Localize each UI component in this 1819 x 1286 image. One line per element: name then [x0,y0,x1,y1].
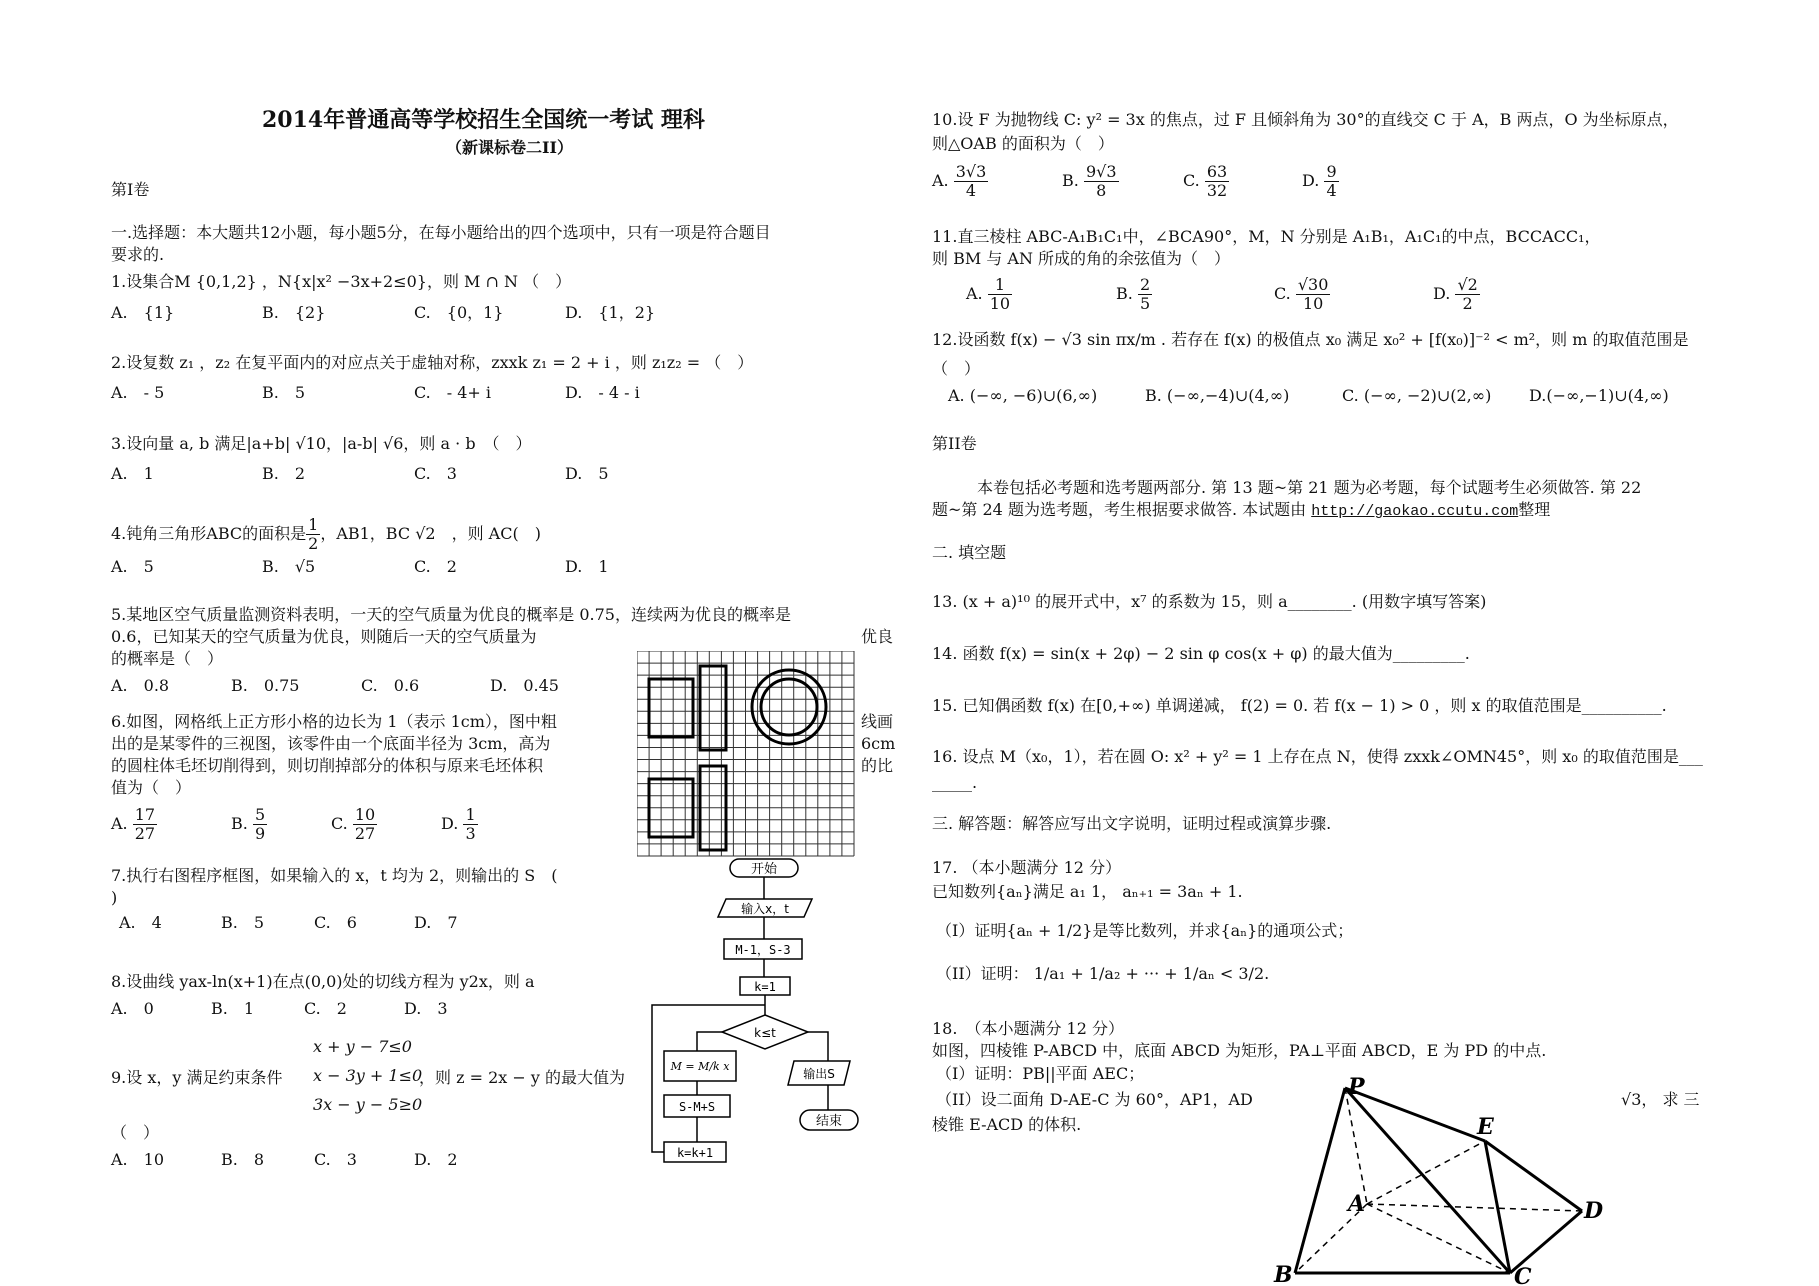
q18-part1: （I）证明：PB||平面 AEC； [936,1064,1145,1083]
q3-option-d: D. 5 [565,464,609,483]
q10-b-den: 8 [1096,181,1107,200]
q11-option-b-label: B. [1116,284,1133,303]
q3-option-c: C. 3 [414,464,457,483]
q1-option-b: B. {2} [262,303,326,322]
q11-d-num: √2 [1457,275,1478,294]
q16-line1: 16. 设点 M（x₀，1），若在圆 O: x² + y² = 1 上存在点 N，使得 zxxk∠OMN45°，则 x₀ 的取值范围是___ [932,747,1703,766]
q17-head: 17. （本小题满分 12 分） [932,858,1122,877]
q18-line-last: 棱锥 E-ACD 的体积. [932,1115,1082,1134]
q6-option-c-frac [353,806,377,843]
q9-paren: （ ） [111,1123,160,1142]
q14-stem: 14. 函数 f(x) = sin(x + 2φ) − 2 sin φ cos(x + φ) 的最大值为_________. [932,644,1470,663]
q8-option-a: A. 0 [111,999,154,1018]
q10-a-den: 4 [965,181,977,200]
q3-stem: 3.设向量 a, b 满足|a+b| √10，|a-b| √6，则 a · b （ ） [111,434,532,453]
q6-line4: 值为（ ） [111,778,192,797]
q11-c-den: 10 [1302,294,1324,313]
three-view-grid-figure [637,651,855,857]
q9-option-c: C. 3 [314,1150,357,1169]
q6-b-num: 5 [254,805,266,824]
q6-option-b-frac [253,806,267,843]
q11-option-b-frac [1138,276,1152,313]
q4-option-d: D. 1 [565,557,609,576]
q3-option-a: A. 1 [111,464,154,483]
q12-option-a: A. (−∞, −6)∪(6,∞) [948,386,1098,405]
part2-intro-tail: 整理 [1518,500,1551,519]
q12-option-b: B. (−∞,−4)∪(4,∞) [1145,386,1290,405]
q17-part2: （II）证明： 1/a₁ + 1/a₂ + ··· + 1/aₙ < 3/2. [936,964,1270,983]
q10-line1: 10.设 F 为抛物线 C: y² = 3x 的焦点，过 F 且倾斜角为 30°的直线交 C 于 A，B 两点，O 为坐标原点， [932,110,1679,129]
q1-option-c: C. {0，1} [414,303,504,322]
part1-heading: 第I卷 [111,180,150,199]
q12-option-c: C. (−∞, −2)∪(2,∞) [1342,386,1492,405]
q5-line1: 5.某地区空气质量监测资料表明，一天的空气质量为优良的概率是 0.75，连续两为优良的概率是 [111,605,791,624]
q15-stem: 15. 已知偶函数 f(x) 在[0,+∞) 单调递减， f(2) = 0. 若 f(x − 1) > 0 ，则 x 的取值范围是__________. [932,696,1667,715]
q11-option-d [1433,276,1480,313]
q5-line2: 0.6，已知某天的空气质量为优良，则随后一天的空气质量为 [111,627,537,646]
pyramid-figure [1270,1076,1610,1286]
q7-line1: 7.执行右图程序框图，如果输入的 x，t 均为 2，则输出的 S ( [111,866,558,885]
pyramid-label-a: A [1348,1191,1366,1217]
q11-b-den: 5 [1139,294,1151,313]
q10-option-c [1183,163,1229,200]
q6-c-num: 10 [354,805,376,824]
q6-option-d [441,806,478,843]
q7-option-b: B. 5 [221,913,265,932]
q6-a-num: 17 [134,805,156,824]
q9-option-b: B. 8 [221,1150,265,1169]
q6-option-c-label: C. [331,814,348,833]
q11-option-a-frac [988,276,1012,313]
q8-stem: 8.设曲线 yax-ln(x+1)在点(0,0)处的切线方程为 y2x，则 a [111,972,535,991]
q9-option-d: D. 2 [414,1150,458,1169]
q9-constraint-3: 3x − y − 5≥0 [313,1095,423,1114]
q16-line2: _____. [932,773,978,792]
q2-option-a: A. - 5 [111,383,165,402]
part2-intro-line1: 本卷包括必考题和选考题两部分. 第 13 题~第 21 题为必考题，每个试题考生必须做答. 第 22 [977,478,1642,497]
q6-b-den: 9 [254,824,266,843]
q11-d-den: 2 [1462,294,1473,313]
q11-option-d-frac [1455,276,1479,313]
q10-option-b-frac [1084,163,1119,200]
part2-heading: 第II卷 [932,434,977,453]
q10-d-den: 4 [1326,181,1337,200]
q10-b-num: 9√3 [1085,162,1117,181]
q1-option-a: A. {1} [111,303,175,322]
q6-line3-end: 的比 [861,756,894,775]
q6-option-b-label: B. [231,814,248,833]
q18-part2-end: √3， 求 三 [1621,1090,1700,1109]
q4-stem [111,516,541,553]
q10-c-den: 32 [1206,181,1228,200]
q4-fraction [306,516,320,553]
pyramid-label-c: C [1514,1264,1532,1286]
q2-option-c: C. - 4+ i [414,383,492,402]
q4-fraction-num: 1 [308,515,319,534]
flow-start: 开始 [750,862,778,877]
q9-stem-b: ，则 z = 2x − y 的最大值为 [419,1068,626,1087]
q4-stem-a: 4.钝角三角形ABC的面积是 [111,524,307,543]
q6-option-d-label: D. [441,814,459,833]
q6-line1: 6.如图，网格纸上正方形小格的边长为 1（表示 1cm），图中粗 [111,712,557,731]
flow-condition: k≤t [754,1026,776,1040]
q11-line1: 11.直三棱柱 ABC-A₁B₁C₁中，∠BCA90°，M，N 分别是 A₁B₁，A₁C₁的中点，BCCACC₁， [932,227,1601,246]
q18-line1: 如图，四棱锥 P-ABCD 中，底面 ABCD 为矩形，PA⊥平面 ABCD，E 为 PD 的中点. [932,1041,1547,1060]
flow-k-init: k=1 [754,980,776,994]
q5-option-c: C. 0.6 [361,676,420,695]
q1-option-d: D. {1，2} [565,303,656,322]
pyramid-label-p: P [1348,1076,1365,1100]
page-subtitle: （新课标卷二II） [446,138,573,157]
q9-stem: 9.设 x，y 满足约束条件 [111,1068,283,1087]
q11-line2: 则 BM 与 AN 所成的角的余弦值为（ ） [932,249,1231,268]
q11-option-c-label: C. [1274,284,1291,303]
q7-option-c: C. 6 [314,913,357,932]
q12-line1: 12.设函数 f(x) − √3 sin πx/m . 若存在 f(x) 的极值点 x₀ 满足 x₀² + [f(x₀)]⁻² < m²，则 m 的取值范围是 [932,330,1689,349]
q10-option-c-label: C. [1183,171,1200,190]
q6-a-den: 27 [134,824,156,843]
q1-stem: 1.设集合M {0,1,2} ，N{x|x² −3x+2≤0}，则 M ∩ N （ ） [111,272,572,291]
q11-option-c [1274,276,1330,313]
section1-intro-line1: 一.选择题：本大题共12小题，每小题5分，在每小题给出的四个选项中，只有一项是符合题目 [111,223,771,242]
flow-end: 结束 [815,1114,843,1129]
q3-option-b: B. 2 [262,464,306,483]
q10-option-d-frac [1324,163,1338,200]
q6-line2-end: 6cm [861,734,896,753]
q11-b-num: 2 [1139,275,1151,294]
q4-stem-b: ，AB1，BC √2 ，则 AC( ) [320,524,541,543]
q10-option-a [932,163,988,200]
q6-option-a-label: A. [111,814,128,833]
q7-line2: ) [111,888,118,907]
q10-option-c-frac [1205,163,1229,200]
pyramid-label-d: D [1584,1198,1604,1224]
q6-line3: 的圆柱体毛坯切削得到，则切削掉部分的体积与原来毛坯体积 [111,756,544,775]
q13-stem: 13. (x + a)¹⁰ 的展开式中，x⁷ 的系数为 15，则 a________. (用数字填写答案) [932,592,1487,611]
q6-option-d-frac [463,806,477,843]
q5-line3: 的概率是（ ） [111,649,224,668]
section1-intro-line2: 要求的. [111,245,165,264]
q10-option-d [1302,163,1339,200]
pyramid-label-e: E [1477,1114,1494,1140]
q11-option-d-label: D. [1433,284,1451,303]
pyramid-label-b: B [1274,1262,1293,1286]
q10-option-d-label: D. [1302,171,1320,190]
q9-option-a: A. 10 [111,1150,165,1169]
q6-option-a [111,806,157,843]
q11-option-b [1116,276,1152,313]
q5-option-b: B. 0.75 [231,676,300,695]
q6-option-c [331,806,377,843]
q9-constraint-2: x − 3y + 1≤0 [313,1066,423,1085]
q11-a-num: 1 [988,276,1012,295]
q7-option-d: D. 7 [414,913,458,932]
q10-line2: 则△OAB 的面积为（ ） [932,134,1114,153]
q9-constraint-1: x + y − 7≤0 [313,1037,412,1056]
q10-option-b [1062,163,1119,200]
section2-heading: 二. 填空题 [932,543,1007,562]
q10-d-num: 9 [1326,162,1337,181]
q8-option-b: B. 1 [211,999,255,1018]
q6-d-den: 3 [465,824,476,843]
flow-input: 输入x，t [741,902,789,916]
q5-option-d: D. 0.45 [490,676,559,695]
q6-option-a-frac [133,806,157,843]
q7-option-a: A. 4 [119,913,162,932]
flow-k-update: k=k+1 [676,1146,714,1160]
q4-option-c: C. 2 [414,557,457,576]
q11-option-a [966,276,1012,313]
q11-option-a-label: A. [966,284,983,303]
flow-m-update: M = M/k x [670,1060,730,1073]
q6-line1-end: 线画 [861,712,894,731]
source-link[interactable]: http://gaokao.ccutu.com [1311,503,1519,520]
q12-line2: （ ） [932,359,981,378]
flow-output: 输出S [803,1067,835,1081]
q11-option-c-frac [1296,276,1331,313]
section3-heading: 三. 解答题：解答应写出文字说明，证明过程或演算步骤. [932,814,1332,833]
q8-option-c: C. 2 [304,999,347,1018]
q12-option-d: D.(−∞,−1)∪(4,∞) [1529,386,1669,405]
flow-s-update: S-M+S [678,1100,716,1114]
q4-fraction-den: 2 [308,534,319,553]
q18-head: 18. （本小题满分 12 分） [932,1019,1124,1038]
q6-option-b [231,806,267,843]
part2-intro-line2 [932,500,1550,522]
flowchart [648,855,868,1170]
q17-line1: 已知数列{aₙ}满足 a₁ 1， aₙ₊₁ = 3aₙ + 1. [932,882,1243,901]
q6-c-den: 27 [354,824,376,843]
q6-d-num: 1 [465,805,476,824]
q10-option-a-frac [954,163,989,200]
q4-option-b: B. √5 [262,557,316,576]
q2-option-d: D. - 4 - i [565,383,640,402]
q10-option-a-label: A. [932,171,949,190]
q2-option-b: B. 5 [262,383,306,402]
q4-option-a: A. 5 [111,557,154,576]
q8-option-d: D. 3 [404,999,448,1018]
q11-c-num: √30 [1297,275,1329,294]
q10-option-b-label: B. [1062,171,1079,190]
q18-part2: （II）设二面角 D-AE-C 为 60°，AP1，AD [936,1090,1253,1109]
q10-a-num: 3√3 [955,162,987,181]
q11-a-den: 10 [989,294,1011,313]
q10-c-num: 63 [1206,162,1228,181]
q2-stem: 2.设复数 z₁ ，z₂ 在复平面内的对应点关于虚轴对称，zxxk z₁ = 2 + i ，则 z₁z₂ = （ ） [111,353,754,372]
q5-line2-end: 优良 [861,627,894,646]
part2-intro-text: 题~第 24 题为选考题，考生根据要求做答. 本试题由 [932,500,1312,519]
page-title: 2014年普通高等学校招生全国统一考试 理科 [262,107,705,133]
q6-line2: 出的是某零件的三视图，该零件由一个底面半径为 3cm，高为 [111,734,551,753]
flow-init: M-1，S-3 [735,943,791,957]
q5-option-a: A. 0.8 [111,676,170,695]
q17-part1: （I）证明{aₙ + 1/2}是等比数列，并求{aₙ}的通项公式； [936,921,1354,940]
